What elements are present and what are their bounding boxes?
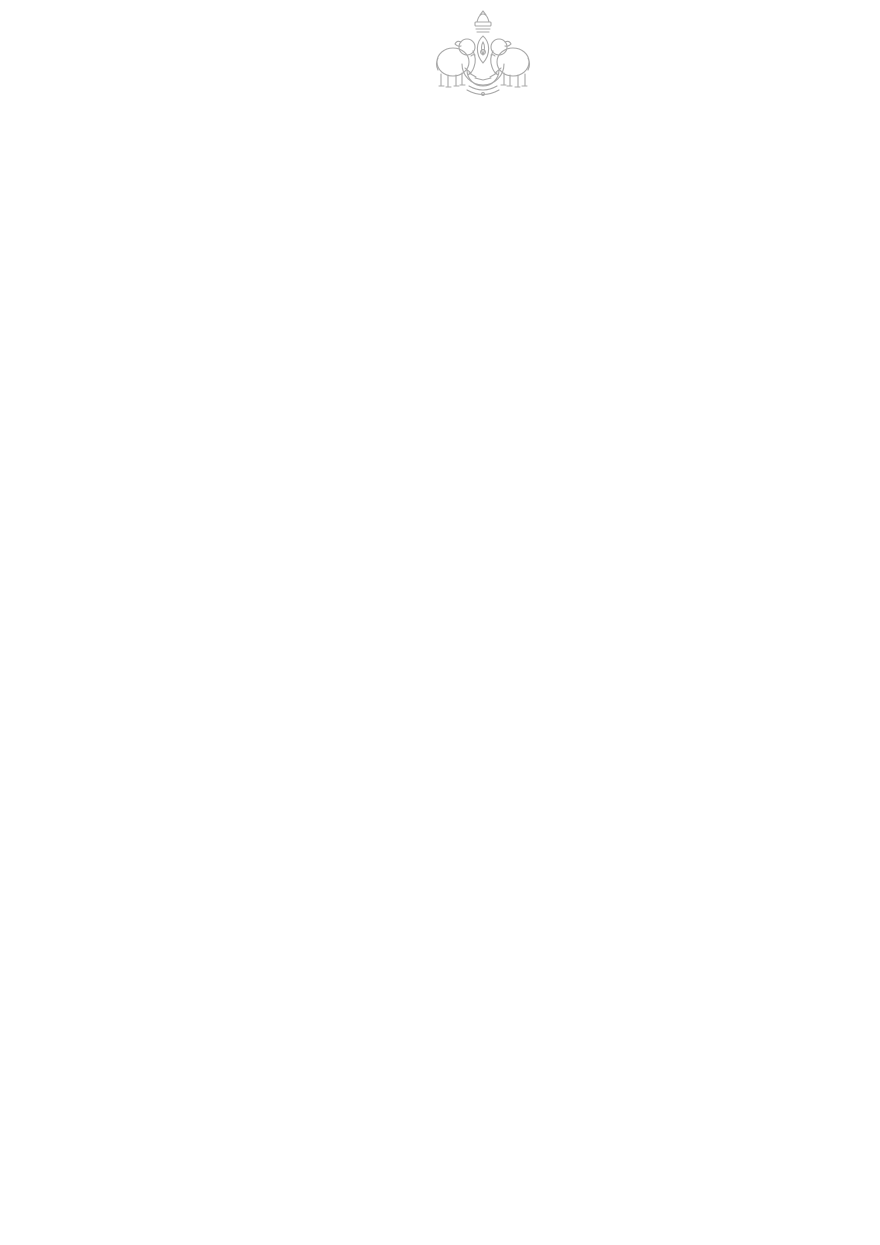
page-footer [0,1214,880,1230]
emblem-container [85,0,880,111]
government-of-kerala-emblem-icon [431,6,535,106]
lottery-result-document [0,0,880,133]
